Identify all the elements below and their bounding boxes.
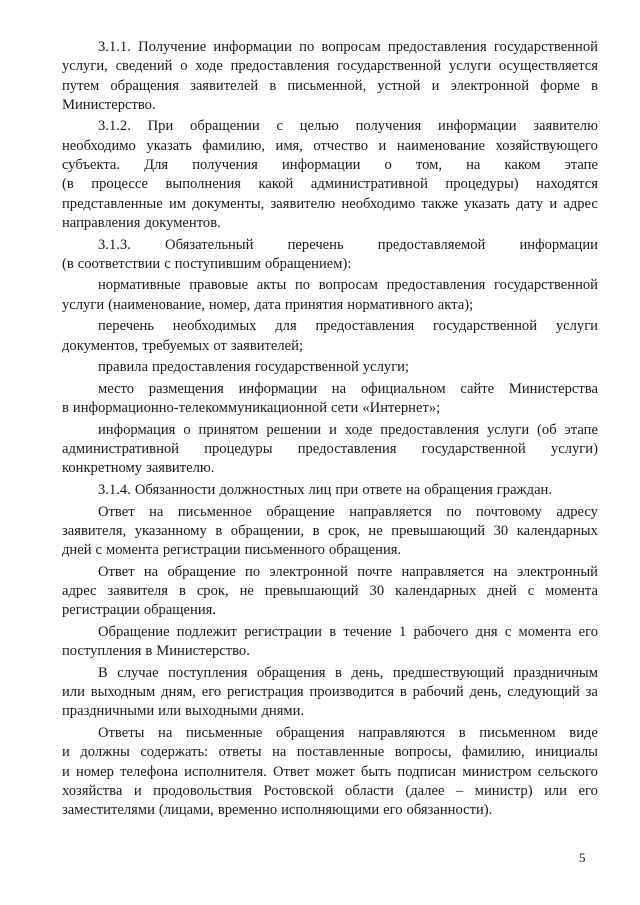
text-line: Ответы на письменные обращения направляются в письменном виде xyxy=(98,724,598,741)
text-line: в информационно-телекоммуникационной сети «Интернет»; xyxy=(62,400,441,417)
text-line: адрес заявителя в срок, не превышающий 30 календарных дней с момента xyxy=(62,582,598,599)
text-line: дней с момента регистрации письменного обращения. xyxy=(62,542,402,559)
text-line: субъекта. Для получения информации о том, на каком этапе xyxy=(62,157,598,174)
text-line: Ответ на обращение по электронной почте направляется на электронный xyxy=(98,563,598,580)
text-line: услуги, сведений о ходе предоставления государственной услуги осуществляется xyxy=(62,58,598,75)
text-line: В случае поступления обращения в день, предшествующий праздничным xyxy=(98,664,598,681)
paragraph-p-list-4 xyxy=(62,380,598,419)
paragraph-p-holidays xyxy=(62,664,598,722)
text-line: направления документов. xyxy=(62,214,221,231)
text-line: 3.1.1. Получение информации по вопросам предоставления государственной xyxy=(98,39,598,55)
paragraph-p-list-2 xyxy=(62,317,598,356)
paragraph-p-3-1-4 xyxy=(62,481,598,500)
text-line: хозяйства и продовольствия Ростовской области (далее – министр) или его xyxy=(62,782,598,799)
paragraph-p-list-1 xyxy=(62,276,598,315)
text-line: 3.1.2. При обращении с целью получения информации заявителю xyxy=(98,118,598,135)
text-line: документов, требуемых от заявителей; xyxy=(62,337,304,354)
paragraph-p-3-1-2 xyxy=(62,117,598,233)
text-line: Ответ на письменное обращение направляется по почтовому адресу xyxy=(98,503,598,520)
text-line: регистрации обращения. xyxy=(62,602,217,619)
page-number: 5 xyxy=(579,850,586,865)
text-line: поступления в Министерство. xyxy=(62,643,250,660)
paragraph-p-3-1-1 xyxy=(62,38,598,115)
text-line: (в процессе выполнения какой административной процедуры) находятся xyxy=(62,176,598,193)
paragraph-p-list-5 xyxy=(62,421,598,479)
text-line: конкретному заявителю. xyxy=(62,460,215,477)
text-line: путем обращения заявителей в письменной, устной и электронной форме в xyxy=(62,77,598,94)
text-line: представленные им документы, заявителю необходимо также указать дату и адрес xyxy=(62,195,598,212)
text-line: и номер телефона исполнителя. Ответ может быть подписан министром сельского xyxy=(62,763,598,780)
text-line: Министерство. xyxy=(62,96,156,113)
text-line: заявителя, указанному в обращении, в срок, не превышающий 30 календарных xyxy=(62,522,598,539)
text-line: 3.1.3. Обязательный перечень предоставляемой информации xyxy=(98,236,598,253)
text-line: праздничными или выходными днями. xyxy=(62,703,305,720)
paragraph-p-list-3 xyxy=(62,358,598,377)
text-line: заместителями (лицами, временно исполняющими его обязанности). xyxy=(62,802,493,819)
text-line: Обращение подлежит регистрации в течение 1 рабочего дня с момента его xyxy=(98,623,598,640)
text-line: место размещения информации на официальном сайте Министерства xyxy=(98,380,598,397)
paragraph-p-answers xyxy=(62,724,598,820)
text-line: нормативные правовые акты по вопросам предоставления государственной xyxy=(98,277,598,294)
text-line: и должны содержать: ответы на поставленные вопросы, фамилию, инициалы xyxy=(62,744,598,761)
document-page xyxy=(62,38,598,820)
paragraph-p-3-1-3 xyxy=(62,236,598,275)
paragraph-p-registration xyxy=(62,623,598,662)
text-line: или выходным дням, его регистрация производится в рабочий день, следующий за xyxy=(62,684,598,701)
text-line: услуги (наименование, номер, дата принятия нормативного акта); xyxy=(62,296,474,313)
text-line: административной процедуры предоставления государственной услуги) xyxy=(62,441,598,458)
text-line: перечень необходимых для предоставления государственной услуги xyxy=(98,318,598,335)
paragraph-p-email xyxy=(62,563,598,621)
text-line: (в соответствии с поступившим обращением): xyxy=(62,255,352,272)
text-line: информация о принятом решении и ходе предоставления услуги (об этапе xyxy=(98,421,598,438)
text-line: правила предоставления государственной услуги; xyxy=(98,359,410,376)
paragraph-p-postal xyxy=(62,503,598,561)
text-line: 3.1.4. Обязанности должностных лиц при ответе на обращения граждан. xyxy=(98,481,553,498)
text-line: необходимо указать фамилию, имя, отчество и наименование хозяйствующего xyxy=(62,137,598,154)
